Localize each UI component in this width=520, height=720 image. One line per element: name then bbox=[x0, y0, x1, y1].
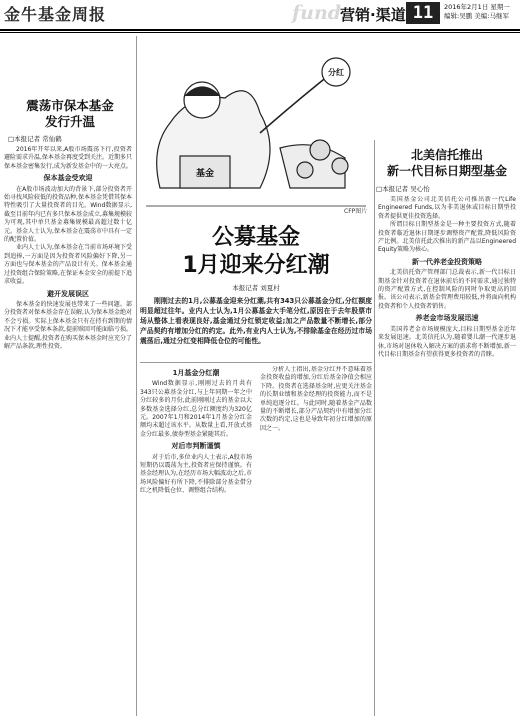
section-title: 营销·渠道 bbox=[340, 6, 406, 24]
fund-dividend-illustration bbox=[140, 38, 372, 213]
main-body-3: 分析人士指出,基金分红并不意味着基金投资收益的增加,分红后基金净值会相应下降。投资者在选择基金时,应更关注基金的长期业绩和基金经理的投资能力,而不是单纯追逐分红。与此同时,随着基金产品数量的不断增长,部分产品契约中有增加分红次数的约定,这也是导致年初分红增加的原因之一。 bbox=[260, 366, 372, 432]
right-body-1: 所谓目标日期型基金是一种主要投资方式,随着投资者临近退休日期逐步调整资产配置,降低风险资产比例。北美信托此次推出的新产品以Engineered Equity策略为核心。 bbox=[378, 221, 516, 254]
left-subhead-1: 保本基金受欢迎 bbox=[43, 174, 93, 183]
right-subhead-2: 养老金市场发展迅速 bbox=[415, 314, 479, 323]
left-body-2: 业内人士认为,保本基金在当前市场环境下受到追捧,一方面是因为投资者风险偏好下降,另一方面也与保本基金的产品设计有关。保本基金通过投资组合保险策略,在保证本金安全的前提下追求收益。 bbox=[4, 244, 132, 286]
illustration-label-fund: 基金 bbox=[195, 169, 215, 179]
right-body-3: 美国养老金市场规模庞大,目标日期型基金近年来发展迅速。北美信托认为,随着婴儿潮一代逐步退休,市场对退休收入解决方案的需求将不断增加,新一代目标日期基金有望获得更多投资者的青睐。 bbox=[378, 325, 516, 358]
masthead-rule bbox=[0, 29, 520, 31]
left-byline: □本报记者 常仙鹤 bbox=[8, 135, 62, 143]
main-lede-rule bbox=[140, 362, 372, 363]
main-body-col-2 bbox=[260, 366, 372, 716]
main-headline-line1: 公募基金 bbox=[211, 225, 300, 250]
left-column-divider bbox=[136, 36, 137, 716]
left-intro: 2016年开年以来,A股市场震荡下行,投资者避险需求升温,保本基金再度受到关注。近期多只保本基金密集发行,成为新发基金中的一大亮点。 bbox=[4, 146, 132, 170]
main-lede bbox=[140, 296, 372, 346]
right-column-divider bbox=[374, 140, 375, 716]
section-watermark: fund bbox=[292, 2, 342, 24]
date-editor-line: 2016年2月1日 星期一 编辑:吴鹏 美编:马继军 bbox=[444, 3, 510, 20]
right-intro: 美国基金公司北美信托公司推出新一代Life Engineered Funds,以为非美退休或目标日期型投资者提供更佳投资选择。 bbox=[378, 196, 516, 220]
right-headline bbox=[376, 148, 518, 179]
page-number: 11 bbox=[406, 2, 440, 24]
main-headline bbox=[140, 224, 372, 280]
right-headline-line2: 新一代目标日期型基金 bbox=[386, 163, 507, 178]
right-body-2: 北美信托资产管理部门总裁表示,新一代目标日期基金针对投资者在退休前后的不同需求,通过独特的资产配置方式,在控制风险的同时争取更高的回报。该公司表示,新基金管理费用较低,并将面向机构投资者和个人投资者销售。 bbox=[378, 269, 516, 310]
main-headline-line2: 1月迎来分红潮 bbox=[182, 253, 330, 278]
photo-credit: CFP图片 bbox=[344, 208, 368, 215]
publication-name: 金牛基金周报 bbox=[4, 5, 107, 24]
left-headline-line1: 震荡市保本基金 bbox=[26, 98, 114, 113]
left-headline-line2: 发行升温 bbox=[44, 114, 95, 129]
left-article-body bbox=[4, 146, 132, 716]
main-body-2: 对于后市,多位业内人士表示,A股市场短期仍以震荡为主,投资者应保持谨慎。有基金经理认为,在经历市场大幅波动之后,市场风险偏好有所下降,不排除部分基金借分红之机降低仓位、调整组合结构。 bbox=[140, 453, 252, 495]
main-lede-text: 刚刚过去的1月,公募基金迎来分红潮,共有343只公募基金分红,分红额度明显超过往年。业内人士认为,1月公募基金大手笔分红,原因在于去年股票市场从整体上看表现良好,基金通过分红锁定收益;加之产品数量不断增长,部分产品契约有增加分红的约定。此外,有业内人士认为,不排除基金在经历过市场震荡后,通过分红变相降低仓位的可能性。 bbox=[140, 297, 372, 345]
right-headline-line1: 北美信托推出 bbox=[410, 148, 483, 162]
main-body-col-1 bbox=[140, 366, 252, 716]
main-subhead-1: 1月基金分红潮 bbox=[172, 369, 220, 377]
left-headline bbox=[10, 98, 130, 130]
right-subhead-1: 新一代养老金投资策略 bbox=[412, 257, 482, 266]
main-subhead-2: 对后市判断谨慎 bbox=[171, 442, 221, 451]
masthead-rule-thin bbox=[0, 32, 520, 33]
right-article-body bbox=[378, 196, 516, 716]
left-subhead-2: 避开发展误区 bbox=[47, 289, 89, 298]
left-body-1: 在A股市场波动加大的背景下,部分投资者开始寻找风险较低的投资品种,保本基金凭借其保本特性吸引了大量投资者的目光。Wind数据显示,截至目前年内已有多只保本基金成立,募集规模较为可观,其中单只基金募集规模最高超过数十亿元。基金人士认为,保本基金在震荡市中具有一定的配置价值。 bbox=[4, 185, 132, 244]
left-body-3: 保本基金的快速发展也带来了一些问题。部分投资者对保本基金存在误解,认为保本基金绝对不会亏损。实际上保本基金只有在持有到期的情况下才能享受保本条款,提前赎回可能面临亏损。业内人士提醒,投资者在购买保本基金时应充分了解产品条款,理性投资。 bbox=[4, 300, 132, 350]
main-byline: 本报记者 刘夏村 bbox=[232, 284, 280, 292]
illustration-label-dividend: 分红 bbox=[328, 68, 344, 77]
right-byline: □本报记者 吴心怡 bbox=[376, 185, 430, 193]
masthead bbox=[0, 0, 520, 28]
main-body-1: Wind数据显示,刚刚过去的月共有343只公募基金分红,与上年同期一年之中分红较多的月份,此前刚刚过去的基金以大多数基金选择分红,总分红额度约为320亿元。2007年1月和2014年1月基金分红金额均未超过该水平。从数量上看,开放式基金分红最多,债券型基金紧随其后。 bbox=[140, 380, 252, 438]
